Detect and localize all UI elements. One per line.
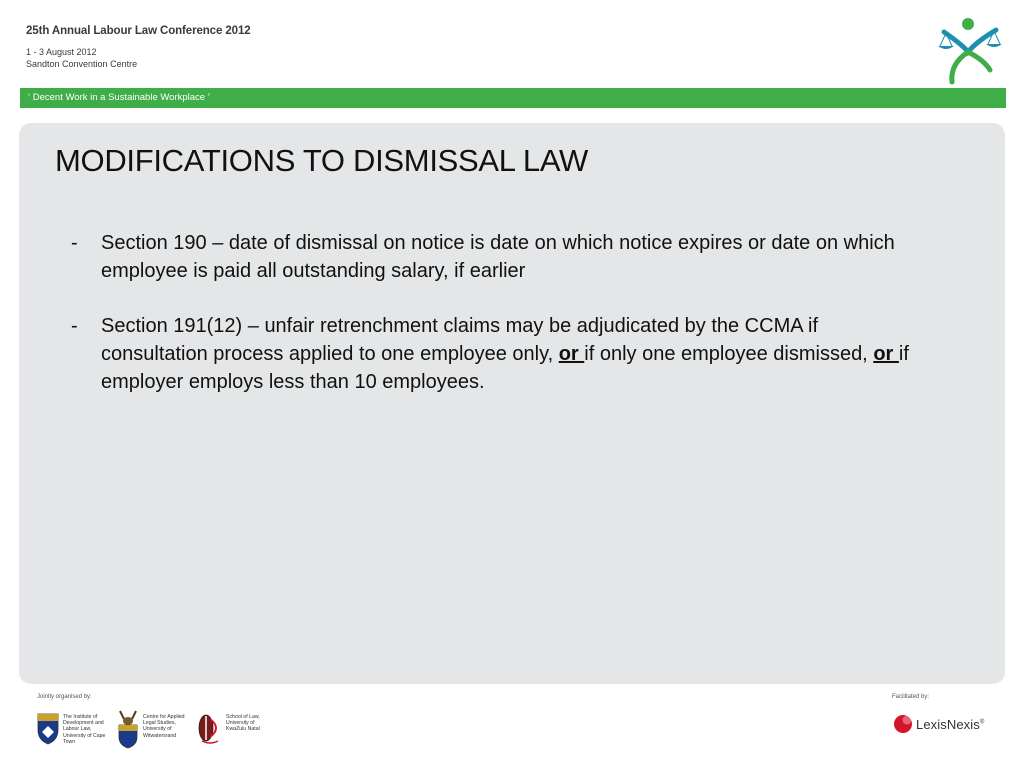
tagline-bar bbox=[20, 88, 1006, 108]
organiser-uct-name: The Institute of Development and Labour Law, University of Cape Town bbox=[63, 714, 106, 745]
bullet-text-part: Section 191(12) – unfair retrenchment claims may be adjudicated by the CCMA if consultation process applied to one employee only, bbox=[101, 315, 819, 365]
uct-crest-icon bbox=[36, 712, 60, 746]
organiser-ukzn-name: School of Law, University of KwaZulu Natal bbox=[226, 714, 260, 733]
facilitated-by-label: Facilitated by: bbox=[892, 694, 930, 700]
conference-date: 1 - 3 August 2012 bbox=[26, 47, 97, 57]
emphasis-or: or bbox=[558, 343, 585, 365]
wits-crest-icon bbox=[116, 709, 140, 749]
bullet-text: Section 190 – date of dismissal on notice is date on which notice expires or date on which employee is paid all outstanding salary, if earlier bbox=[101, 232, 895, 282]
slide-title: MODIFICATIONS TO DISMISSAL LAW bbox=[55, 143, 589, 178]
organiser-wits-name: Centre for Applied Legal Studies, University of Witwatersrand bbox=[143, 714, 185, 739]
conference-venue: Sandton Convention Centre bbox=[26, 59, 138, 69]
trademark-symbol: ® bbox=[979, 719, 985, 726]
scales-of-justice-figure-icon bbox=[934, 16, 1006, 86]
sponsor-lexisnexis-name bbox=[916, 717, 984, 732]
bullet-list bbox=[67, 229, 927, 396]
list-item bbox=[67, 229, 927, 285]
conference-title: 25th Annual Labour Law Conference 2012 bbox=[26, 25, 251, 37]
ukzn-crest-icon bbox=[196, 711, 224, 745]
jointly-organised-label: Jointly organised by: bbox=[37, 694, 92, 700]
bullet-dash: - bbox=[71, 315, 78, 337]
bullet-text-part: if employer employs less than 10 employees. bbox=[101, 343, 909, 393]
bullet-text-part: if only one employee dismissed, bbox=[584, 343, 874, 365]
bullet-dash: - bbox=[71, 232, 78, 254]
lexisnexis-logo-icon bbox=[892, 713, 914, 735]
tagline: ‘ Decent Work in a Sustainable Workplace ’ bbox=[28, 92, 210, 103]
sponsor-name: LexisNexis bbox=[916, 717, 980, 732]
list-item bbox=[67, 312, 927, 396]
emphasis-or: or bbox=[873, 343, 899, 365]
slide-panel bbox=[19, 123, 1005, 684]
